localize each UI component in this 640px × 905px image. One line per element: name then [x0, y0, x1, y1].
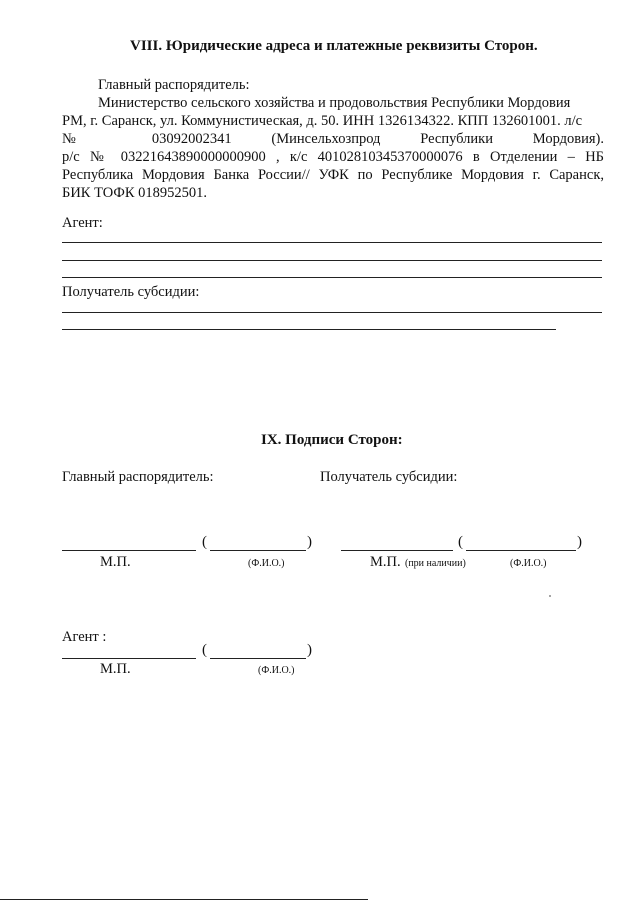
recipient-line-1 [62, 312, 602, 313]
recipient-fio-close-paren: ) [577, 534, 582, 550]
section-8-title: VIII. Юридические адреса и платежные реквизиты Сторон. [130, 38, 538, 54]
main-fio-caption: (Ф.И.О.) [248, 558, 285, 569]
agent-label: Агент: [62, 215, 103, 231]
main-distributor-label: Главный распорядитель: [98, 77, 250, 93]
agent-fio-close-paren: ) [307, 642, 312, 658]
address-line-5: Республика Мордовия Банка России// УФК по Республике Мордовия г. Саранск, [62, 167, 604, 183]
agent-line-1 [62, 242, 602, 243]
recipient-fio-line [466, 550, 576, 551]
main-stamp-label: М.П. [100, 554, 131, 570]
address-line-4: р/с № 03221643890000000900 , к/с 40102810345370000076 в Отделении – НБ [62, 149, 604, 165]
section-9-title: IX. Подписи Сторон: [261, 432, 403, 448]
main-fio-line [210, 550, 306, 551]
recipient-fio-open-paren: ( [458, 534, 463, 550]
agent-line-2 [62, 260, 602, 261]
recipient-signature-line [341, 550, 453, 551]
recipient-if-any-caption: (при наличии) [405, 558, 466, 569]
agent-stamp-label: М.П. [100, 661, 131, 677]
sign-recipient-label: Получатель субсидии: [320, 469, 458, 485]
recipient-fio-caption: (Ф.И.О.) [510, 558, 547, 569]
recipient-label: Получатель субсидии: [62, 284, 200, 300]
address-line-3: № 03092002341 (Минсельхозпрод Республики Мордовия). [62, 131, 604, 147]
agent-signature-line [62, 658, 196, 659]
main-signature-line [62, 550, 196, 551]
agent-fio-open-paren: ( [202, 642, 207, 658]
agent-fio-caption: (Ф.И.О.) [258, 665, 295, 676]
sign-agent-label: Агент : [62, 629, 107, 645]
main-fio-close-paren: ) [307, 534, 312, 550]
footnote-separator-line [0, 899, 368, 900]
agent-line-3 [62, 277, 602, 278]
sign-main-distributor-label: Главный распорядитель: [62, 469, 214, 485]
address-line-1: Министерство сельского хозяйства и продовольствия Республики Мордовия [98, 95, 571, 111]
main-fio-open-paren: ( [202, 534, 207, 550]
scan-artifact-dot [549, 595, 551, 597]
address-line-6: БИК ТОФК 018952501. [62, 185, 208, 201]
agent-fio-line [210, 658, 306, 659]
recipient-line-2 [62, 329, 556, 330]
address-line-2: РМ, г. Саранск, ул. Коммунистическая, д. 50. ИНН 1326134322. КПП 132601001. л/с [62, 113, 583, 129]
recipient-stamp-label: М.П. [370, 554, 401, 570]
